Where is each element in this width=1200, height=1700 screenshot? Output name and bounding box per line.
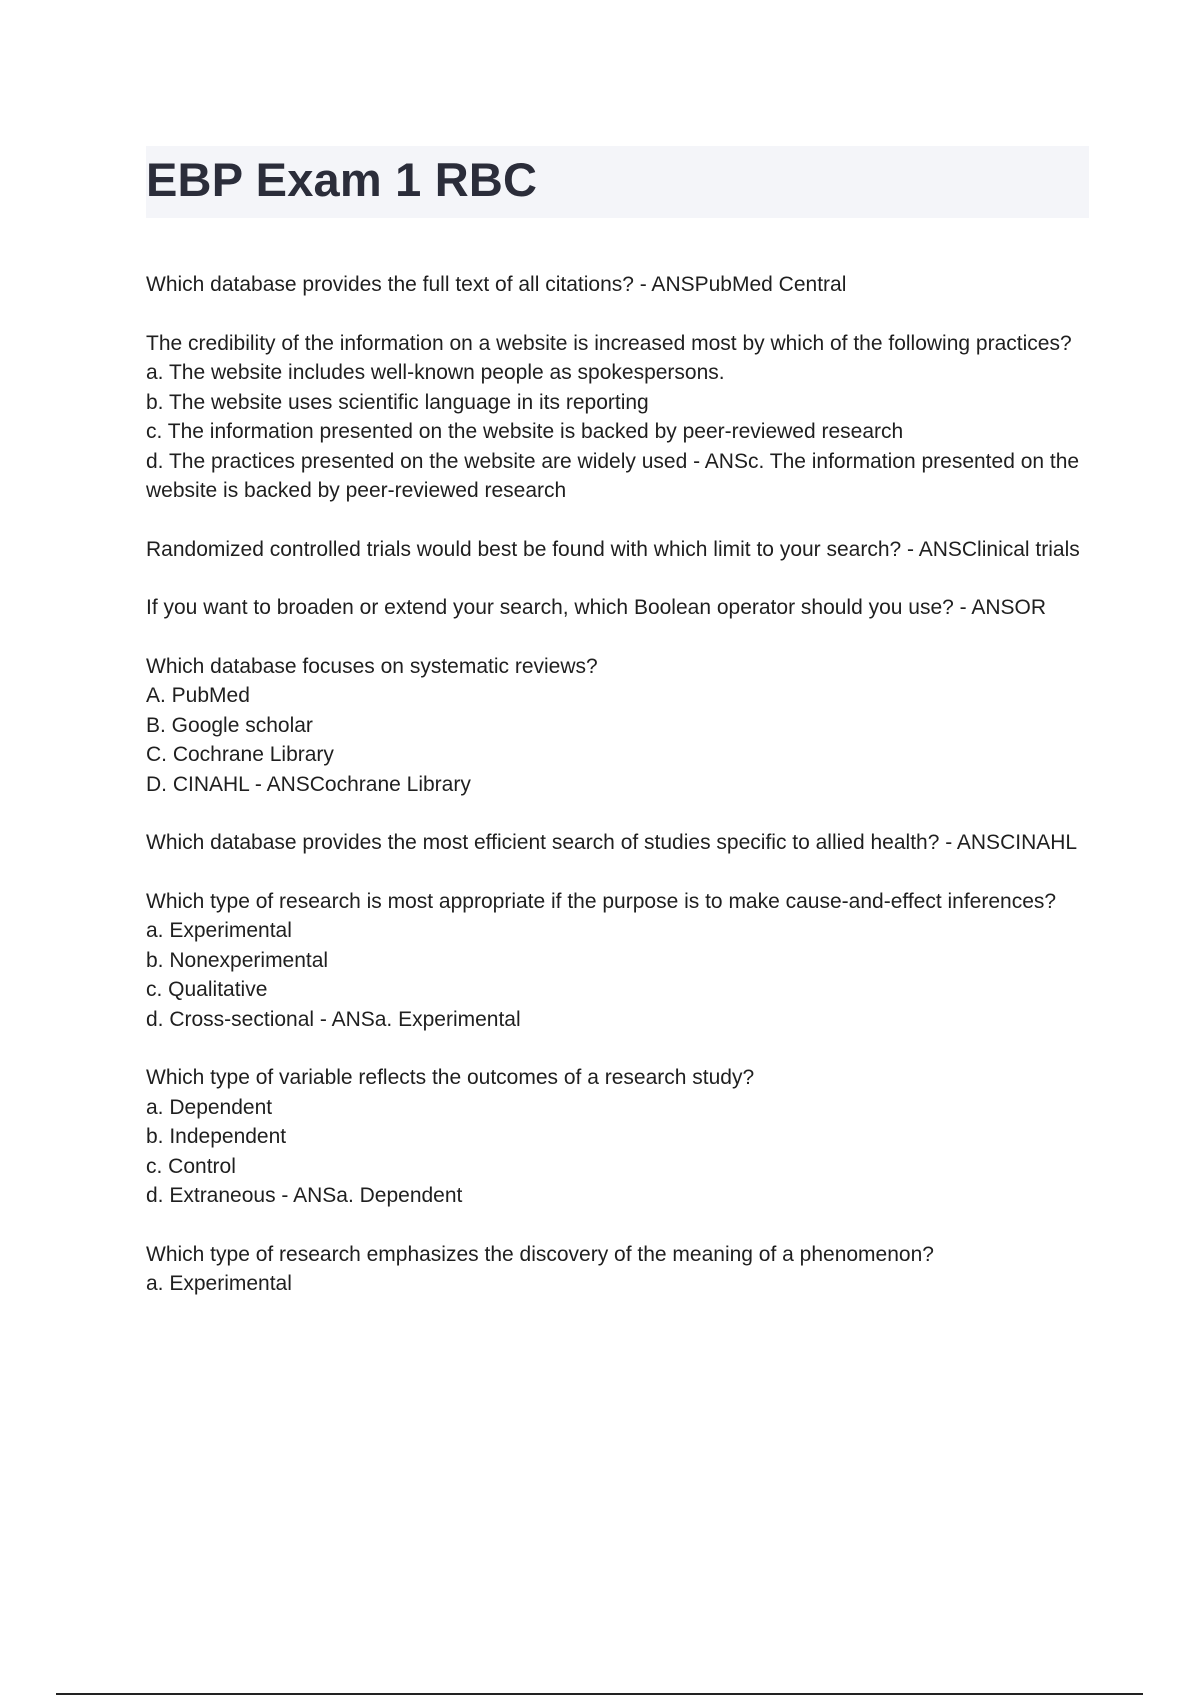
answer-option: b. Nonexperimental xyxy=(146,948,329,972)
question-text: Which type of research emphasizes the discovery of the meaning of a phenomenon? xyxy=(146,1242,934,1266)
qa-item-9 xyxy=(146,1240,1091,1299)
question-text: Which database focuses on systematic reviews? xyxy=(146,654,598,678)
answer-option: B. Google scholar xyxy=(146,713,313,737)
qa-item-3 xyxy=(146,535,1091,565)
question-text: Which database provides the full text of all citations? - ANSPubMed Central xyxy=(146,273,847,296)
question-text: Randomized controlled trials would best be found with which limit to your search? - ANSClinical trials xyxy=(146,537,1080,561)
answer-option: c. Qualitative xyxy=(146,978,268,1001)
answer-option: a. The website includes well-known people as spokespersons. xyxy=(146,361,725,384)
question-text: If you want to broaden or extend your search, which Boolean operator should you use? - ANSOR xyxy=(146,596,1047,619)
answer-option: D. CINAHL - ANSCochrane Library xyxy=(146,772,471,796)
question-text: Which type of research is most appropriate if the purpose is to make cause-and-effect inferences? xyxy=(146,889,1057,913)
qa-item-5 xyxy=(146,652,1091,800)
question-text: The credibility of the information on a website is increased most by which of the following practices? xyxy=(146,331,1072,355)
answer-option: C. Cochrane Library xyxy=(146,743,334,766)
qa-item-7 xyxy=(146,887,1091,1035)
answer-option: d. Cross-sectional - ANSa. Experimental xyxy=(146,1007,521,1031)
qa-content xyxy=(146,270,1091,1328)
answer-option: a. Dependent xyxy=(146,1095,273,1119)
qa-item-2 xyxy=(146,329,1091,506)
answer-option: c. The information presented on the website is backed by peer-reviewed research xyxy=(146,420,904,443)
qa-item-6 xyxy=(146,828,1091,858)
answer-option: A. PubMed xyxy=(146,684,250,707)
title-band xyxy=(146,146,1089,218)
answer-option: c. Control xyxy=(146,1154,236,1178)
answer-option: d. Extraneous - ANSa. Dependent xyxy=(146,1184,463,1207)
page-title: EBP Exam 1 RBC xyxy=(146,153,538,206)
answer-option: d. The practices presented on the website are widely used - ANSc. The information presented on the website is backed by peer-reviewed research xyxy=(146,449,1080,502)
answer-option: a. Experimental xyxy=(146,1272,292,1295)
footer-divider xyxy=(56,1693,1143,1695)
qa-item-1 xyxy=(146,270,1091,300)
answer-option: b. Independent xyxy=(146,1125,287,1148)
qa-item-4 xyxy=(146,593,1091,623)
question-text: Which type of variable reflects the outcomes of a research study? xyxy=(146,1066,755,1089)
question-text: Which database provides the most efficient search of studies specific to allied health? - ANSCINAHL xyxy=(146,831,1078,854)
answer-option: a. Experimental xyxy=(146,919,292,942)
answer-option: b. The website uses scientific language in its reporting xyxy=(146,390,649,414)
qa-item-8 xyxy=(146,1063,1091,1211)
